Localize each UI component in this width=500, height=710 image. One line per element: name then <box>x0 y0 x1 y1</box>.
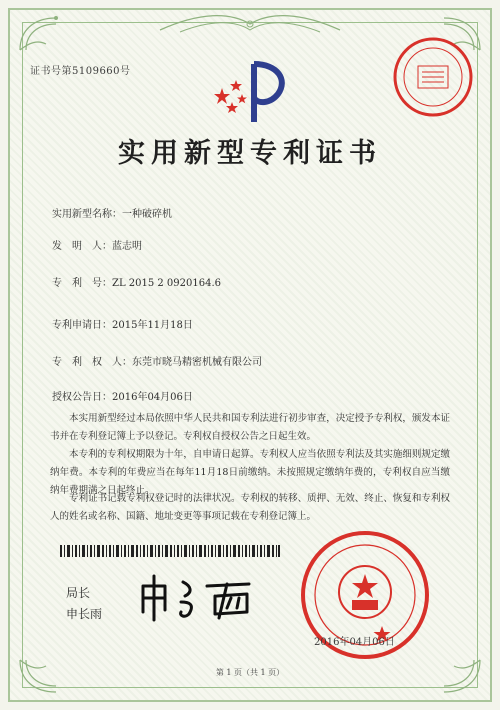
field-label: 专 利 权 人： <box>52 357 132 368</box>
field-patent-number <box>52 274 221 289</box>
field-label: 实用新型名称： <box>52 209 122 220</box>
patent-office-logo-icon <box>208 58 300 126</box>
corner-ornament-icon <box>16 14 76 54</box>
field-inventor <box>52 237 142 252</box>
paragraph-grant: 本实用新型经过本局依照中华人民共和国专利法进行初步审查，决定授予专利权，颁发本证书并在专利登记簿上予以登记。专利权自授权公告之日起生效。 <box>50 413 450 442</box>
field-value: 东莞市晓马精密机械有限公司 <box>132 357 262 368</box>
field-label: 专 利 号： <box>52 278 112 289</box>
barcode-icon <box>60 545 280 557</box>
field-label: 专利申请日： <box>52 320 112 331</box>
field-label: 发 明 人： <box>52 241 112 252</box>
certificate-number: 证书号第5109660号 <box>30 66 131 77</box>
field-application-date <box>52 316 193 331</box>
field-value: 2015年11月18日 <box>112 320 193 331</box>
field-label: 授权公告日： <box>52 392 112 403</box>
patent-seal-small-icon <box>392 36 474 118</box>
field-value: ZL 2015 2 0920164.6 <box>112 278 222 289</box>
paragraph-term: 本专利的专利权期限为十年，自申请日起算。专利权人应当依照专利法及其实施细则规定缴纳年费。本专利的年费应当在每年11月18日前缴纳。未按照规定缴纳年费的，专利权自应当缴纳年费期满之日起终止。 <box>50 449 450 496</box>
seal-date: 2016年04月06日 <box>314 637 395 648</box>
top-ornament-icon <box>150 10 350 36</box>
field-value: 一种破碎机 <box>122 209 172 220</box>
certificate-title: 实用新型专利证书 <box>118 138 382 169</box>
field-patentee <box>52 353 262 368</box>
director-name: 申长雨 <box>66 607 103 621</box>
director-signature-icon <box>135 572 265 624</box>
director-title: 局长 <box>66 586 91 600</box>
field-value: 蓝志明 <box>112 241 142 252</box>
field-value: 2016年04月06日 <box>112 392 193 403</box>
field-grant-date <box>52 388 193 403</box>
field-utility-model-name <box>52 205 172 220</box>
page-number: 第 1 页（共 1 页） <box>215 668 285 677</box>
paragraph-legal-status: 专利证书记载专利权登记时的法律状况。专利权的转移、质押、无效、终止、恢复和专利权人的姓名或名称、国籍、地址变更等事项记载在专利登记簿上。 <box>50 493 450 522</box>
